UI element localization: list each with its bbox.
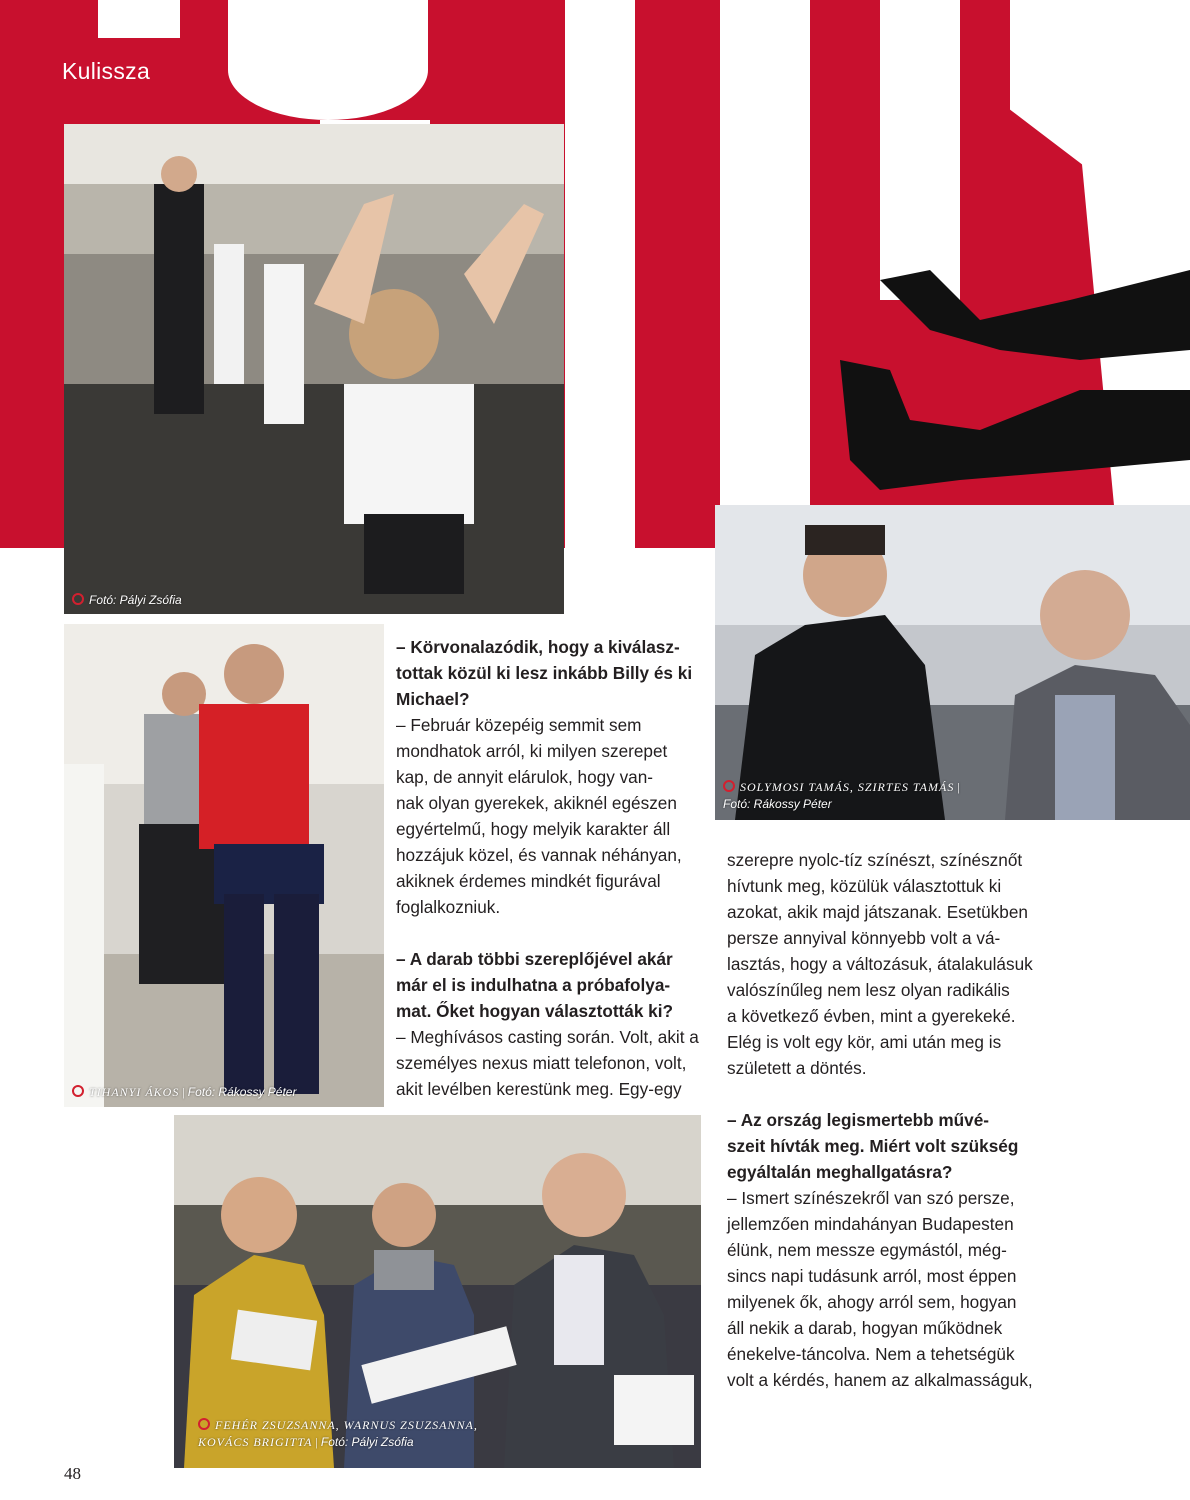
question-1: – Körvonalazódik, hogy a kiválasz- tottak közül ki lesz inkább Billy és ki Michael? (396, 637, 693, 709)
answer-2-continued: szerepre nyolc-tíz színészt, színésznőt hívtunk meg, közülük választottuk ki azokat, akik majd játszanak. Esetükben persze annyival könnyebb volt a vá- lasztás, hogy a változásuk, átalakulásuk valószínűleg nem lesz olyan radikális a következő évben, mint a gyerekeké. Elég is volt egy kör, ami után meg is született a döntés. (727, 850, 1033, 1078)
photo-solymosi-szirtes (715, 505, 1190, 820)
casting-women-image (174, 1115, 701, 1468)
caption-ring-icon (72, 593, 84, 605)
tihanyi-image (64, 624, 384, 1107)
solymosi-szirtes-caption: SOLYMOSI TAMÁS, SZIRTES TAMÁS | Fotó: Rákossy Péter (723, 780, 960, 811)
tihanyi-caption: TIHANYI ÁKOS | Fotó: Rákossy Péter (72, 1084, 296, 1101)
caption-ring-icon (72, 1085, 84, 1097)
answer-1: – Február közepéig semmit sem mondhatok arról, ki milyen szerepet kap, de annyit elárulok, hogy van- nak olyan gyerekek, akiknél egészen egyértelmű, hogy melyik karakter áll hozzájuk közel, és vannak néhányan, akiknek érdemes mindkét figurával foglalkozniuk. (396, 715, 682, 917)
billy-letter-b-bowl (228, 0, 428, 120)
ballet-class-image (64, 124, 564, 614)
answer-2: – Meghívásos casting során. Volt, akit a személyes nexus miatt telefonon, volt, akit levélben kerestünk meg. Egy-egy (396, 1027, 699, 1099)
photo-casting-women (174, 1115, 701, 1468)
answer-3: – Ismert színészekről van szó persze, jellemzően mindahányan Budapesten élünk, nem messze egymástól, még- sincs napi tudásunk arról, most éppen milyenek ők, ahogy arról sem, hogyan áll nekik a darab, hogyan működnek énekelve-táncolva. Nem a tehetségük volt a kérdés, hanem az alkalmasságuk, (727, 1188, 1033, 1390)
billy-letter-b-top (98, 0, 180, 38)
question-2: – A darab többi szereplőjével akár már el is indulhatna a próbafolya- mat. Őket hogyan választották ki? (396, 949, 673, 1021)
section-label: Kulissza (62, 58, 151, 84)
ballet-class-caption: Fotó: Pályi Zsófia (72, 592, 182, 609)
page-number: 48 (64, 1464, 81, 1483)
caption-ring-icon (723, 780, 735, 792)
dancer-silhouette (820, 240, 1190, 500)
question-3: – Az ország legismertebb művé- szeit hívták meg. Miért volt szükség egyáltalán meghallgatásra? (727, 1110, 1019, 1182)
caption-ring-icon (198, 1418, 210, 1430)
casting-women-caption: FEHÉR ZSUZSANNA, WARNUS ZSUZSANNA, KOVÁCS BRIGITTA | Fotó: Pályi Zsófia (198, 1418, 478, 1449)
photo-tihanyi (64, 624, 384, 1107)
billy-letter-l1 (720, 0, 810, 505)
article-column-2 (727, 847, 1047, 1393)
billy-letter-i (565, 0, 635, 548)
photo-ballet-class (64, 124, 564, 614)
article-column-1 (396, 634, 706, 1102)
solymosi-szirtes-image (715, 505, 1190, 820)
